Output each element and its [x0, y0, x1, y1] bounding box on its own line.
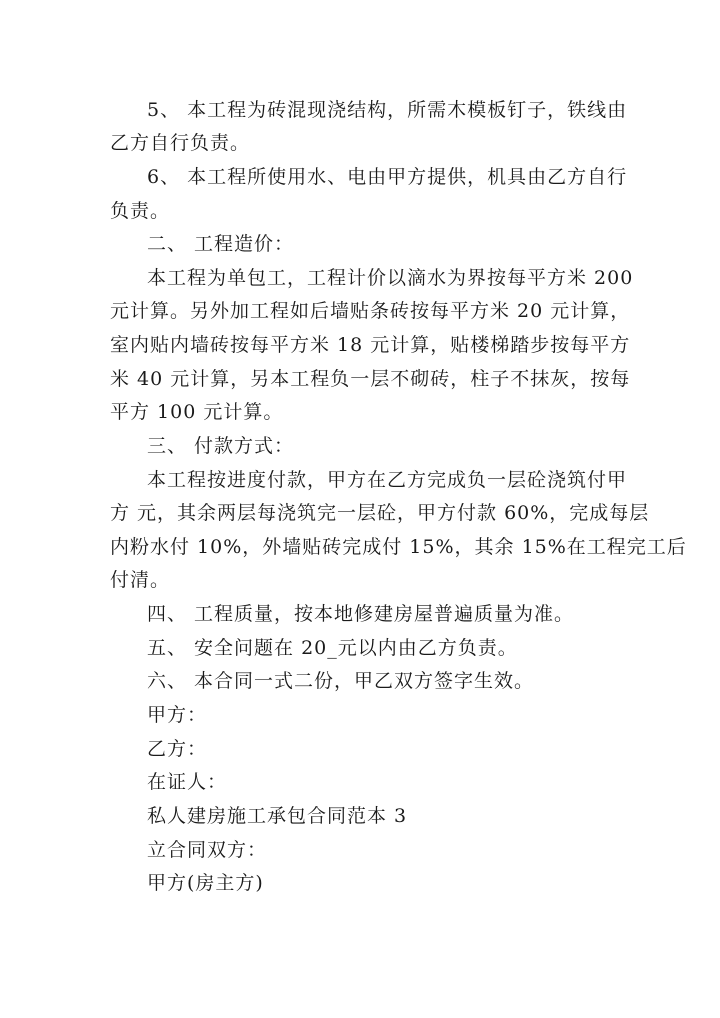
section-heading-payment: 三、 付款方式：	[147, 435, 295, 457]
next-contract-title: 私人建房施工承包合同范本 3	[147, 805, 408, 827]
cost-paragraph-line-2: 元计算。另外加工程如后墙贴条砖按每平方米 20 元计算，	[110, 300, 631, 322]
payment-paragraph-line-1: 本工程按进度付款，甲方在乙方完成负一层砼浇筑付甲	[147, 469, 628, 491]
section-safety: 五、 安全问题在 20_元以内由乙方负责。	[147, 637, 518, 659]
signature-party-a: 甲方：	[147, 704, 208, 726]
cost-paragraph-line-5: 平方 100 元计算。	[110, 401, 284, 423]
clause-5-line-2: 乙方自行负责。	[110, 132, 251, 154]
cost-paragraph-line-4: 米 40 元计算，另本工程负一层不砌砖，柱子不抹灰，按每	[110, 368, 631, 390]
cost-paragraph-line-1: 本工程为单包工，工程计价以滴水为界按每平方米 200	[147, 267, 634, 289]
payment-paragraph-line-3: 内粉水付 10%，外墙贴砖完成付 15%，其余 15%在工程完工后	[110, 536, 687, 558]
signature-party-b: 乙方：	[147, 738, 208, 760]
clause-6-line-2: 负责。	[110, 200, 171, 222]
payment-paragraph-line-4: 付清。	[110, 569, 171, 591]
party-a-owner: 甲方(房主方)	[147, 872, 264, 894]
clause-5-line-1: 5、 本工程为砖混现浇结构，所需木模板钉子，铁线由	[147, 99, 628, 121]
clause-6-line-1: 6、 本工程所使用水、电由甲方提供，机具由乙方自行	[147, 166, 628, 188]
section-copies: 六、 本合同一式二份，甲乙双方签字生效。	[147, 670, 535, 692]
signature-witness: 在证人：	[147, 771, 228, 793]
section-quality: 四、 工程质量，按本地修建房屋普遍质量为准。	[147, 603, 575, 625]
contract-parties-heading: 立合同双方：	[147, 839, 268, 861]
cost-paragraph-line-3: 室内贴内墙砖按每平方米 18 元计算，贴楼梯踏步按每平方	[110, 334, 631, 356]
payment-paragraph-line-2: 方 元，其余两层每浇筑完一层砼，甲方付款 60%，完成每层	[110, 502, 650, 524]
section-heading-cost: 二、 工程造价：	[147, 233, 295, 255]
